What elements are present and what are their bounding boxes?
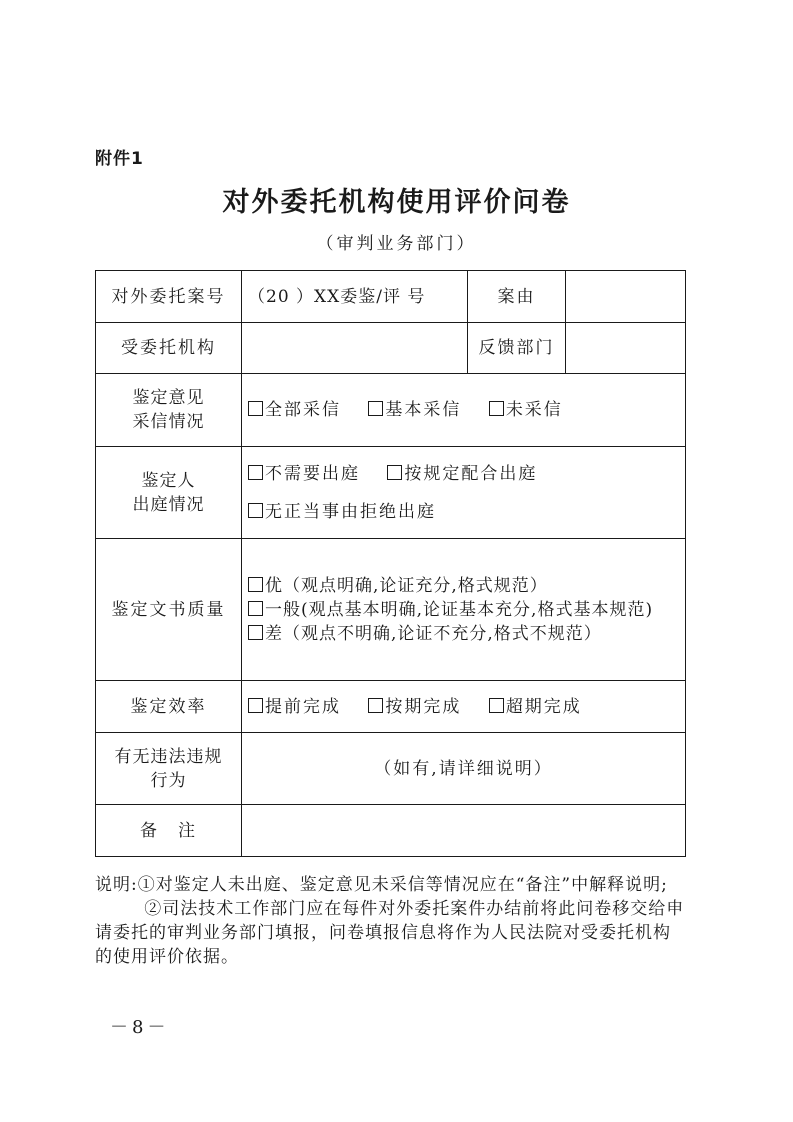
appearance-option-not-required[interactable]: 不需要出庭 (248, 464, 360, 484)
checkbox-icon[interactable] (368, 698, 383, 713)
checkbox-icon[interactable] (368, 401, 383, 416)
efficiency-label: 鉴定效率 (96, 681, 242, 733)
checkbox-icon[interactable] (248, 503, 263, 518)
adoption-row (96, 374, 686, 447)
violation-row (96, 733, 686, 805)
violation-label-line2: 行为 (150, 770, 187, 791)
efficiency-row (96, 681, 686, 733)
appearance-label-line1: 鉴定人 (141, 470, 196, 491)
remarks-field[interactable] (242, 805, 686, 857)
appearance-option-refused[interactable]: 无正当事由拒绝出庭 (248, 502, 436, 522)
feedback-dept-label: 反馈部门 (468, 323, 566, 374)
violation-label-line1: 有无违法违规 (114, 746, 223, 767)
remarks-row (96, 805, 686, 857)
adoption-option-full[interactable]: 全部采信 (248, 400, 341, 420)
adoption-option-none[interactable]: 未采信 (489, 400, 563, 420)
appearance-option-cooperated[interactable]: 按规定配合出庭 (387, 464, 537, 484)
case-cause-field[interactable] (566, 271, 686, 323)
quality-label: 鉴定文书质量 (96, 539, 242, 681)
attachment-label: 附件1 (95, 149, 144, 169)
page-number: －8－ (110, 1017, 170, 1038)
efficiency-option-early[interactable]: 提前完成 (248, 697, 341, 717)
case-cause-label: 案由 (468, 271, 566, 323)
checkbox-icon[interactable] (489, 698, 504, 713)
adoption-option-basic[interactable]: 基本采信 (368, 400, 461, 420)
checkbox-icon[interactable] (248, 577, 263, 592)
checkbox-icon[interactable] (248, 601, 263, 616)
violation-field[interactable]: （如有,请详细说明） (242, 733, 686, 805)
agency-label: 受委托机构 (96, 323, 242, 374)
adoption-label (96, 374, 242, 447)
appearance-options (242, 447, 686, 539)
agency-field[interactable] (242, 323, 468, 374)
checkbox-icon[interactable] (248, 465, 263, 480)
quality-options (242, 539, 686, 681)
checkbox-icon[interactable] (248, 401, 263, 416)
evaluation-form-table (95, 270, 686, 857)
agency-row (96, 323, 686, 374)
page-title: 对外委托机构使用评价问卷 (222, 187, 571, 218)
note-line-2: ②司法技术工作部门应在每件对外委托案件办结前将此问卷移交给申请委托的审判业务部门填报，问卷填报信息将作为人民法院对受委托机构的使用评价依据。 (95, 899, 685, 967)
checkbox-icon[interactable] (387, 465, 402, 480)
adoption-label-line2: 采信情况 (132, 412, 205, 432)
notes-section (95, 873, 687, 969)
case-number-field[interactable]: （20 ）XX委鉴/评 号 (242, 271, 468, 323)
remarks-label: 备 注 (96, 805, 242, 857)
quality-row (96, 539, 686, 681)
efficiency-option-on-time[interactable]: 按期完成 (368, 697, 461, 717)
appearance-row (96, 447, 686, 539)
case-number-row (96, 271, 686, 323)
checkbox-icon[interactable] (489, 401, 504, 416)
appearance-label (96, 447, 242, 539)
quality-option-poor[interactable]: 差（观点不明确,论证不充分,格式不规范） (248, 622, 679, 646)
quality-option-average[interactable]: 一般(观点基本明确,论证基本充分,格式基本规范) (248, 598, 679, 622)
feedback-dept-field[interactable] (566, 323, 686, 374)
note-line-1: 说明:①对鉴定人未出庭、鉴定意见未采信等情况应在“备注”中解释说明; (95, 875, 668, 895)
checkbox-icon[interactable] (248, 698, 263, 713)
checkbox-icon[interactable] (248, 625, 263, 640)
quality-option-excellent[interactable]: 优（观点明确,论证充分,格式规范） (248, 574, 679, 598)
appearance-label-line2: 出庭情况 (132, 494, 205, 515)
efficiency-options (242, 681, 686, 733)
violation-label (96, 733, 242, 805)
page-subtitle: （审判业务部门） (316, 234, 477, 254)
efficiency-option-overdue[interactable]: 超期完成 (489, 697, 582, 717)
case-number-label: 对外委托案号 (96, 271, 242, 323)
adoption-label-line1: 鉴定意见 (132, 388, 205, 408)
adoption-options (242, 374, 686, 447)
